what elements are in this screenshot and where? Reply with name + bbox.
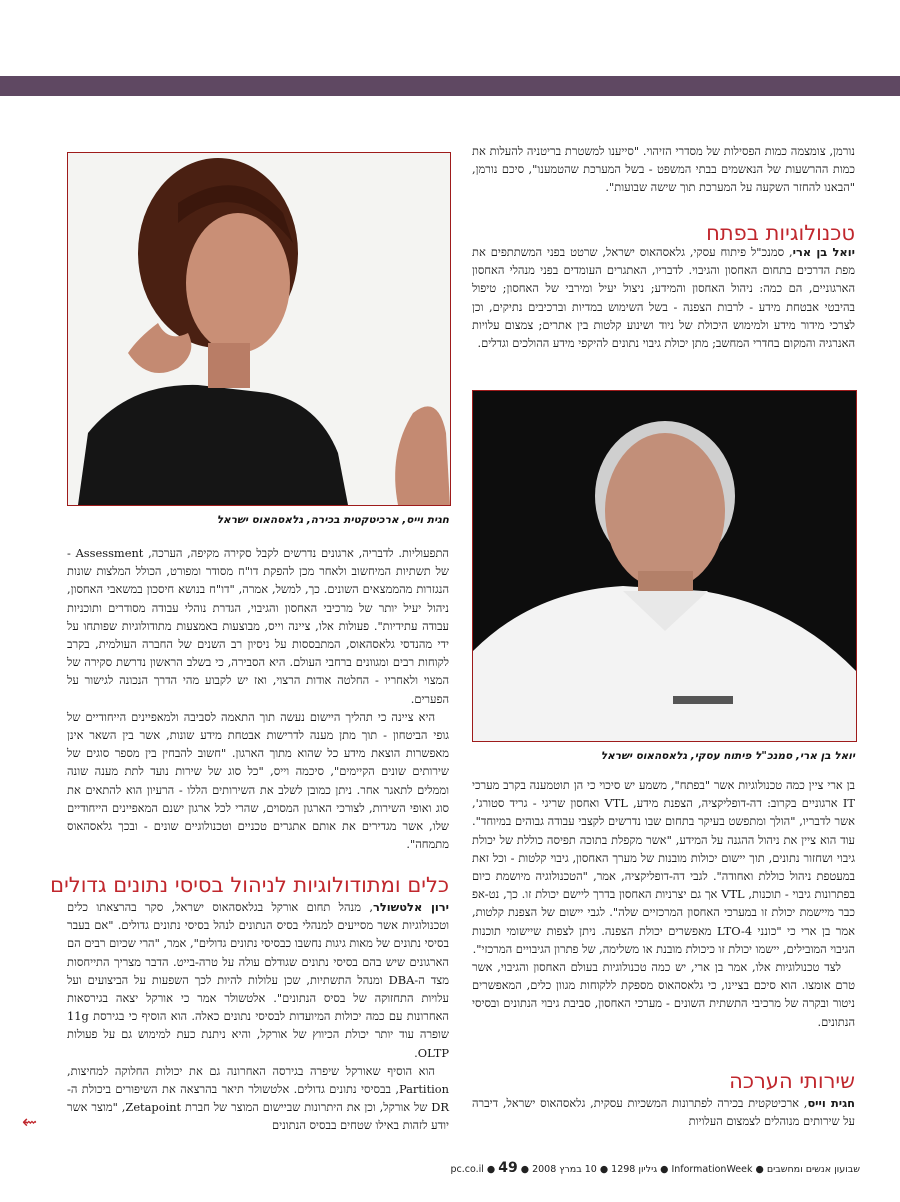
right-column-top xyxy=(472,142,855,197)
left-column-top xyxy=(67,544,449,853)
paragraph: התפעוליות. לדבריה, ארגונים נדרשים לקבל סקירה מקיפה, הערכה, Assessment - של תשתיות המיחשוב ולאחר מכן להפקת דו"ח מסודר ומפורט, הכולל המלצות שונות הנגזרות מהממצאים השונים. כך, למשל, אמרה, "דו"ח בנושא חיסכון במשאבי האחסון, ניהול יעיל יותר של מרכיבי האחסון והגיבוי, הגדרת נוהלי עבודה מסודרים ותוכניות עבודה עתידיות". פעולות אלו, ציינה וייס, מבוצעות באמצעות מתודולוגיות שפותחו על ידי מהנדסי גלאסהאוס, המתבססות על ניסיון רב השנים של החברה העולמית, בקרב לקוחות רבים ומגוונים ברחבי העולם. היא הסבירה, כי בשלב הראשון נדרשת סקירה של המצוי ולאחריו - החלטה אודות הרצוי, ואז יש לקבוע מהי הדרך הנכונה לגישור על הפערים. xyxy=(67,546,449,706)
top-color-bar xyxy=(0,76,900,96)
paragraph: נורמן, צומצמה כמות הפסילות של מסדרי הזיהוי. "סייענו למשטרת בריטניה להעלות את כמות ההרשעות של הנאשמים בבתי המשפט - בשל המערכת שהטמענו", סיכם נורמן, "הבאנו להחזר השקעה על המערכת תוך שישה שבועות". xyxy=(472,144,855,195)
heading-open-technologies: טכנולוגיות בפתח xyxy=(706,221,855,245)
heading-assessment-services: שירותי הערכה xyxy=(729,1069,855,1093)
left-column-big-db xyxy=(67,898,449,1135)
paragraph-big-db xyxy=(67,898,449,1062)
paragraph-text: , ארכיטקטית בכירה לפתרונות המשכיות עסקית, גלאסהאוס ישראל, דיברה על שירותים מנוהלים לצמצום העלויות xyxy=(472,1096,855,1129)
paragraph-assessment xyxy=(472,1094,855,1130)
paragraph: לצד טכנולוגיות אלו, אמר בן ארי, יש כמה טכנולוגיות בעולם האחסון והגיבוי, אשר טרם אומצו. הוא סיכם בציינו, כי גלאסהאוס מספקת ללקוחות מגוון כלים, המאפשרים ניטור ובקרה של מרכיבי התשתית השונים - מערכי האחסון, סביבת גיבוי הנתונים ובסיסי הנתונים. xyxy=(472,960,855,1029)
caption-yoel-ben-ari: יואל בן ארי, סמנכ"ל פיתוח עסקי, גלאסהאוס ישראל xyxy=(600,750,855,762)
paragraph: הוא הוסיף שאורקל שיפרה בגירסה האחרונה גם את יכולות החלוקה למחיצות, Partition, בבסיסי נתונים גדולים. אלטשולר תיאר בהרצאה את השיפורים ביכולת ה-DR של אורקל, וכן את היתרונות שביישום המוצר של חברת Zetapoint, "מוצר אשר יודע לזהות באילו שטחים בבסיס הנתונים xyxy=(67,1063,450,1133)
page-number: 49 xyxy=(498,1160,518,1176)
paragraph-text: , סמנכ"ל פיתוח עסקי, גלאסהאוס ישראל, שרטט בפני המשתתפים את מפת הדרכים בתחום האחסון והגיבוי. לדבריו, האתגרים העומדים בפני מנהלי האחסון הארגוניים, הם כמה: ניהול האחסון והמידע; ניצול יעיל ומירבי של האחסון; טיפול בהיבטי אבטחת מידע - לרבות הצפנה - בשל השימוש במדיות וברכיבים נתיקים, וכן לצרכי מידור מידע ולמימוש היכולת של ניוד ושינוע קלטות בין אתרים; צמצום עלויות האנרגיה והמקום בחדרי המחשב; מתן יכולת גיבוי נתונים להיקפי מידע ההולכים וגדלים. xyxy=(472,245,855,351)
right-column-bottom xyxy=(472,776,855,1031)
photo-hagit-weiss xyxy=(67,152,451,506)
paragraph-text: , מנהל תחום אורקל בגלאסהאוס ישראל, סקר בהרצאתו כלים וטכנולוגיות אשר מסייעים למנהלי בסיס הנתונים לנהל בסיסי נתונים גדולים. "אם בעבר בסיסי נתונים של מאות גיגות נחשבו כבסיסי נתונים גדולים", אמר, "הרי שכיום רבים הם הארגונים שיש בהם בסיסי נתונים שגודלם עולה על טרה-בייט. הדבר מצריך התייחסות מצד ה-DBA ומנהל התשתיות, שכן עלולות להיות לכך השפעות על הביצועים ועל עלויות התחזוקה של בסיס הנתונים". אלטשולר אמר כי אורקל יצאה בגירסאות האחרונות עם כמה יכולות המיועדות לבסיסי נתונים כאלה. הוא הוסיף כי בגירסת 11g שופרה עוד יותר יכולת הכיווץ של אורקל, והיא ניתנת כעת למימוש גם על פעולות OLTP. xyxy=(67,900,449,1060)
paragraph: היא ציינה כי תהליך היישום נעשה תוך התאמה לסביבה ולמאפיינים הייחודיים של גופי הביטחון - תוך מתן מענה לדרישות אבטחת מידע שונות, אשר בין השאר אינן מאפשרות הוצאת מידע כל שהוא מתוך הארגון. "חשוב להבחין בין מספר סוגים של שירותים שונים הקיימים", סיכמה וייס, "כל סוג של שירות נועד לתת מענה שונה וממלים לתאגר אחר. ניתן כמובן לשלב את השירותים הללו - הרעיון הוא להתאים את סוג ואופי השירות, לצורכי הארגון המסוים, שהרי לכל ארגון ישנם המאפיינים הייחודיים שלו, אשר מגדירים את אותם אתגרים טכניים וטכנולוגיים שונים - ובכך גלאסהאוס מתמחה". xyxy=(67,709,449,852)
speaker-name: חגית וייס xyxy=(807,1096,855,1110)
caption-hagit-weiss: חגית וייס, ארכיטקטית בכירה, גלאסהאוס ישראל xyxy=(216,514,449,526)
speaker-name: ירון אלטשולר xyxy=(373,900,449,914)
paragraph-open-tech xyxy=(472,243,855,352)
page-footer xyxy=(40,1160,860,1176)
continue-arrow-icon: ⇜ xyxy=(22,1112,38,1133)
portrait-man-image xyxy=(473,391,856,741)
footer-text: שבועון אנשים ומחשבים ● InformationWeek ● גיליון 1298 ● 10 במרץ 2008 ● pc.co.il ● xyxy=(450,1164,860,1175)
right-column-assessment xyxy=(472,1094,855,1130)
heading-big-databases: כלים ומתודולוגיות לניהול בסיסי נתונים גדולים xyxy=(50,873,449,897)
portrait-woman-image xyxy=(68,153,450,505)
right-column-open-tech xyxy=(472,243,855,352)
photo-yoel-ben-ari xyxy=(472,390,857,742)
paragraph: בן ארי ציין כמה טכנולוגיות אשר "בפתח", משמע יש סיכוי כי הן תוטמענה בקרב מערכי IT ארגוניים בקרוב: דה-דופליקציה, הצפנת מידע, VTL ואחסון שריגי - גריד סטורג', אשר לדבריו, "הולך ומתפשט בעיקר בתחום שבו נדרשים לקצבי עבודה גבוהים במיוחד". עוד הוא ציין את ניהול ההגנה על המידע, "אשר מקפלת בתוכה תפיסה כוללת של יכולת גיבוי ושחזור נתונים, תוך יישום יכולות מובנות של מערך האחסון, גיבוי קלטות - וכל זאת במעטפת ניהול כוללת ואחודה". לגבי דה-דופליקציה, אמר, "הטכנולוגיה מיושמת כיום בפתרונות גיבוי - תוכנות, VTL אך גם יצרניות האחסון בדרך ליישם יכולת זו. כך, נט-אפ כבר מיישמת יכולת זו במערכי האחסון המרכזיים שלה". לגבי יישום של הצפנת קלטות, אמר בן ארי כי "כונני LTO-4 מאפשרים יכולת הצפנה. ניתן לצפות שיישומי תוכנות הגיבוי המובילים, יישמו יכולת זו כיכולת מובנת או משלימה, של פתרון הגיבויים המרכזי". xyxy=(472,778,855,956)
speaker-name: יואל בן ארי xyxy=(792,245,855,259)
